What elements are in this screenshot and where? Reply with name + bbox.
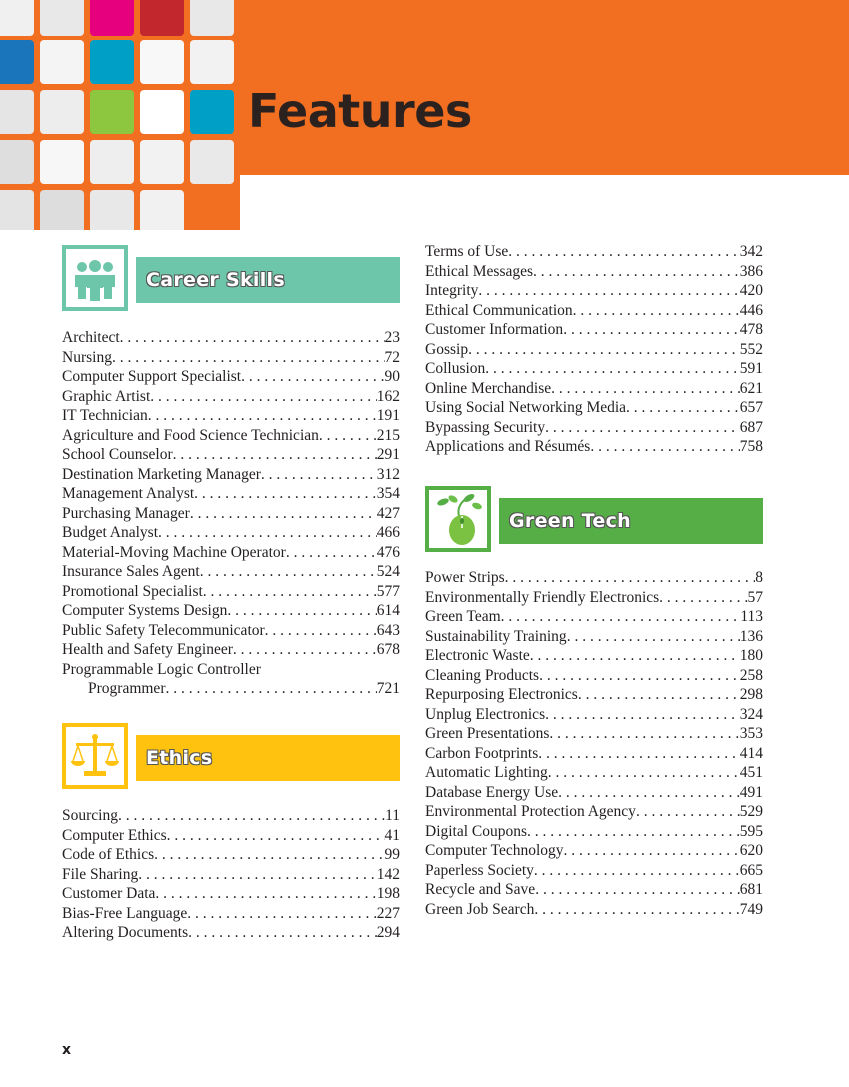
list-item: Graphic Artist . . . 162 [62, 387, 400, 407]
list-item: Recycle and Save . . . 681 [425, 880, 763, 900]
list-item: Environmentally Friendly Electronics . . . 57 [425, 588, 763, 608]
list-item: Green Presentations . . . 353 [425, 724, 763, 744]
list-item: Sourcing . . . 11 [62, 806, 400, 826]
list-item: Altering Documents . . . 294 [62, 923, 400, 943]
ethics-list-part2 [425, 242, 763, 457]
ethics-title: Ethics [146, 747, 213, 769]
list-item: Electronic Waste . . . 180 [425, 646, 763, 666]
list-item: Bypassing Security . . . 687 [425, 418, 763, 438]
list-item: Sustainability Training . . . 136 [425, 627, 763, 647]
list-item: Agriculture and Food Science Technician . . . 215 [62, 426, 400, 446]
decorative-tiles [0, 0, 240, 230]
list-item: Nursing . . . 72 [62, 348, 400, 368]
ethics-heading [62, 723, 400, 783]
list-item: Green Team . . . 113 [425, 607, 763, 627]
list-item: Unplug Electronics . . . 324 [425, 705, 763, 725]
list-item: Green Job Search . . . 749 [425, 900, 763, 920]
list-item: Collusion . . . 591 [425, 359, 763, 379]
career-skills-heading [62, 245, 400, 305]
list-item: Repurposing Electronics . . . 298 [425, 685, 763, 705]
list-item: Customer Information . . . 478 [425, 320, 763, 340]
page-title: Features [248, 84, 472, 138]
list-item: IT Technician . . . 191 [62, 406, 400, 426]
list-item: Insurance Sales Agent . . . 524 [62, 562, 400, 582]
list-item: Using Social Networking Media . . . 657 [425, 398, 763, 418]
list-item: Power Strips . . . 8 [425, 568, 763, 588]
green-tech-list [425, 568, 763, 919]
list-item: School Counselor . . . 291 [62, 445, 400, 465]
list-item: Integrity . . . 420 [425, 281, 763, 301]
list-item: Customer Data . . . 198 [62, 884, 400, 904]
list-item: Automatic Lighting . . . 451 [425, 763, 763, 783]
list-item: Computer Ethics . . . 41 [62, 826, 400, 846]
list-item: Computer Support Specialist . . . 90 [62, 367, 400, 387]
scales-icon [62, 723, 128, 789]
page-number: x [62, 1042, 72, 1058]
list-item: Code of Ethics . . . 99 [62, 845, 400, 865]
list-item: Management Analyst . . . 354 [62, 484, 400, 504]
green-mouse-icon [425, 486, 491, 552]
list-item: Environmental Protection Agency . . . 529 [425, 802, 763, 822]
list-item: Terms of Use . . . 342 [425, 242, 763, 262]
list-item: Database Energy Use . . . 491 [425, 783, 763, 803]
list-item: Cleaning Products . . . 258 [425, 666, 763, 686]
list-item: Architect . . . 23 [62, 328, 400, 348]
list-item: Promotional Specialist . . . 577 [62, 582, 400, 602]
list-item: Purchasing Manager . . . 427 [62, 504, 400, 524]
list-item: Programmable Logic Controller Programmer . . . 721 [62, 660, 400, 699]
green-tech-title: Green Tech [509, 510, 631, 532]
list-item: File Sharing . . . 142 [62, 865, 400, 885]
list-item: Ethical Messages . . . 386 [425, 262, 763, 282]
list-item: Digital Coupons . . . 595 [425, 822, 763, 842]
list-item: Paperless Society . . . 665 [425, 861, 763, 881]
list-item: Carbon Footprints . . . 414 [425, 744, 763, 764]
list-item: Online Merchandise . . . 621 [425, 379, 763, 399]
list-item: Computer Systems Design . . . 614 [62, 601, 400, 621]
ethics-list-part1 [62, 806, 400, 943]
list-item: Computer Technology . . . 620 [425, 841, 763, 861]
list-item: Public Safety Telecommunicator . . . 643 [62, 621, 400, 641]
career-skills-list [62, 328, 400, 699]
list-item: Ethical Communication . . . 446 [425, 301, 763, 321]
list-item: Health and Safety Engineer . . . 678 [62, 640, 400, 660]
list-item: Budget Analyst . . . 466 [62, 523, 400, 543]
list-item: Applications and Résumés . . . 758 [425, 437, 763, 457]
career-skills-title: Career Skills [146, 269, 285, 291]
people-icon [62, 245, 128, 311]
list-item: Gossip . . . 552 [425, 340, 763, 360]
list-item: Material-Moving Machine Operator . . . 476 [62, 543, 400, 563]
list-item: Destination Marketing Manager . . . 312 [62, 465, 400, 485]
green-tech-heading [425, 486, 763, 546]
list-item: Bias-Free Language . . . 227 [62, 904, 400, 924]
